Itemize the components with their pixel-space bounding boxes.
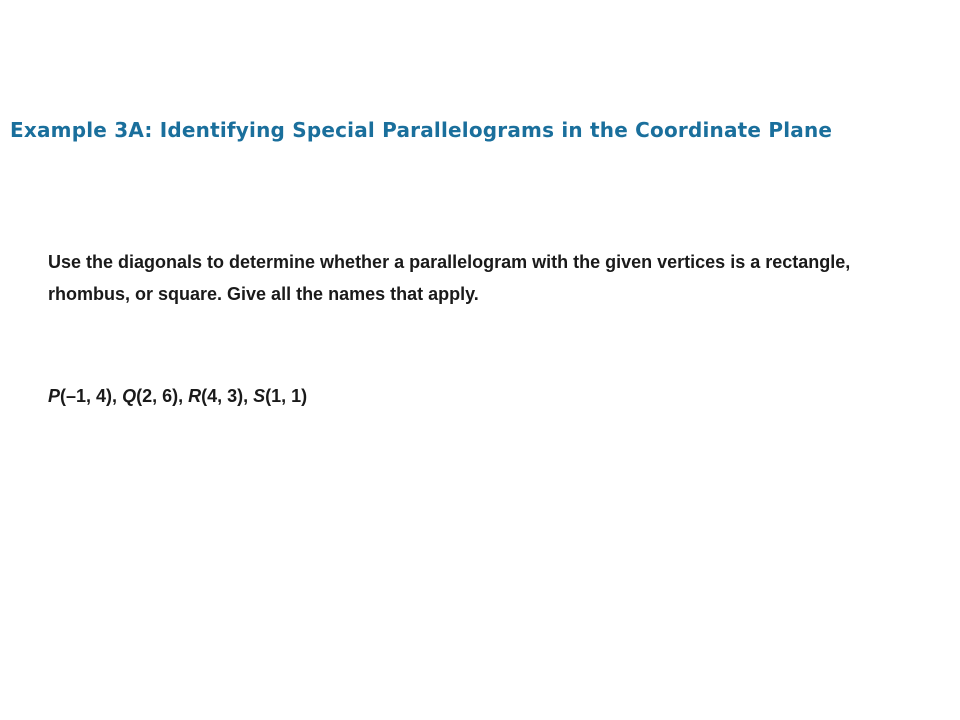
slide-title: Example 3A: Identifying Special Parallelograms in the Coordinate Plane <box>10 118 833 142</box>
separator: , <box>178 386 189 406</box>
vertex-q-letter: Q <box>122 386 137 406</box>
vertex-r-coords: (4, 3) <box>201 386 244 406</box>
vertex-r-letter: R <box>188 386 202 406</box>
vertex-s-coords: (1, 1) <box>265 386 308 406</box>
vertices-line <box>48 380 928 412</box>
vertex-s-letter: S <box>253 386 266 406</box>
instruction-text: Use the diagonals to determine whether a parallelogram with the given vertices is a rectangle, rhombus, or square. Give all the names that apply. <box>48 252 851 304</box>
separator: , <box>243 386 254 406</box>
separator: , <box>112 386 123 406</box>
vertex-p-letter: P <box>48 386 61 406</box>
vertex-p-coords: (–1, 4) <box>60 386 113 406</box>
vertex-q-coords: (2, 6) <box>136 386 179 406</box>
